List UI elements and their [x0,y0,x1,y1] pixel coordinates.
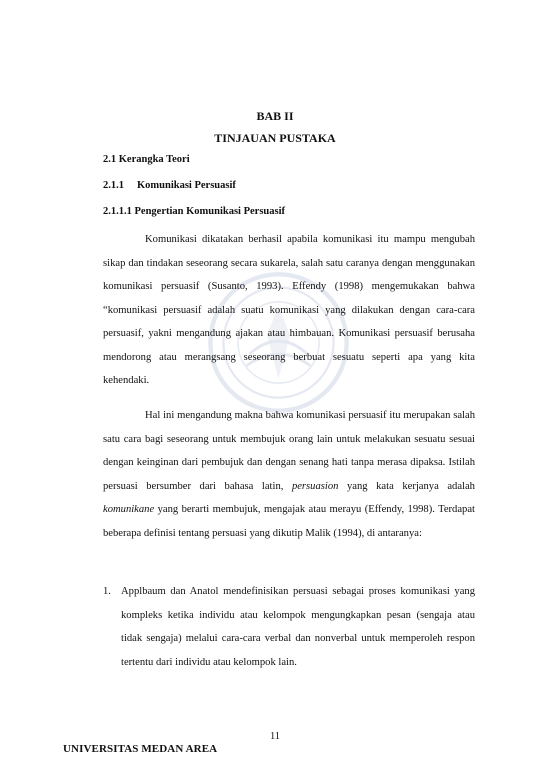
paragraph-2-text [103,404,475,545]
term-persuasion: persuasion [291,480,339,492]
subsection-heading [103,180,236,191]
paragraph-2 [103,404,475,545]
subsubsection-heading: 2.1.1.1 Pengertian Komunikasi Persuasif [103,206,286,217]
subsection-title: Komunikasi Persuasif [137,180,236,191]
section-heading: 2.1 Kerangka Teori [103,154,190,165]
definition-list [103,580,475,674]
chapter-number: BAB II [256,109,294,123]
list-item-text: Applbaum dan Anatol mendefinisikan persuasi sebagai proses komunikasi yang kompleks ketika individu atau kelompok mengungkapkan pesan (sengaja atau tidak sengaja) melalui cara-cara verbal dan nonverbal untuk memperoleh respon tertentu dari individu atau kelompok lain. [121,586,475,668]
chapter-title: TINJAUAN PUSTAKA [214,131,336,145]
paragraph-1 [103,228,475,393]
list-item [103,580,475,674]
page-number: 11 [269,731,281,742]
list-marker: 1. [103,586,111,597]
footer-university: UNIVERSITAS MEDAN AREA [63,743,218,755]
paragraph-2-part-1: Hal ini mengandung makna bahwa komunikasi persuasif itu merupakan salah satu cara bagi seseorang untuk membujuk orang lain untuk melakukan sesuatu sesuai dengan keinginan dari pembujuk dan dengan senang hati tanpa merasa dipaksa. Istilah persuasi bersumber dari bahasa latin, [103,410,475,492]
subsection-number: 2.1.1 [103,180,124,191]
paragraph-2-part-2: yang kata kerjanya adalah [338,480,475,492]
term-komunikane: komunikane [103,504,155,515]
paragraph-1-text: Komunikasi dikatakan berhasil apabila komunikasi itu mampu mengubah sikap dan tindakan seseorang secara sukarela, salah satu caranya dengan menggunakan komunikasi persuasif (Susanto, 1993). Effendy (1998) mengemukakan bahwa “komunikasi persuasif adalah suatu komunikasi yang dilakukan dengan cara-cara persuasif, yakni mengandung ajakan atau himbauan. Komunikasi persuasif berusaha mendorong atau merangsang seseorang berbuat sesuatu seperti apa yang kita kehendaki. [103,234,475,386]
paragraph-2-part-3: yang berarti membujuk, mengajak atau merayu (Effendy, 1998). Terdapat beberapa definisi tentang persuasi yang dikutip Malik (1994), di antaranya: [103,504,475,539]
